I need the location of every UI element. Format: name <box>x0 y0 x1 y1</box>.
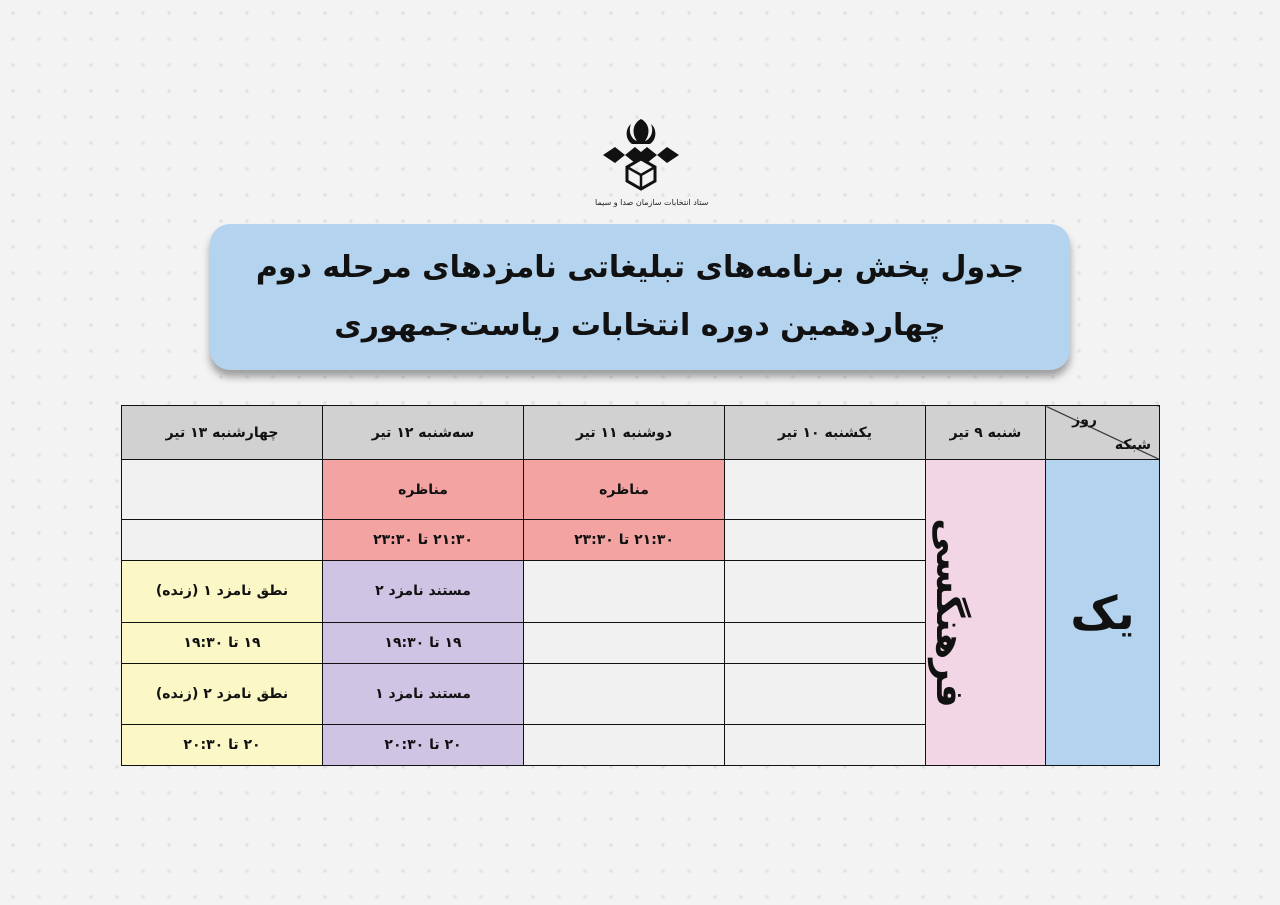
documentary-1-time: ۲۰ تا ۲۰:۳۰ <box>323 724 524 765</box>
empty-cell <box>725 663 926 724</box>
empty-cell <box>725 724 926 765</box>
table-header-row <box>122 406 1160 460</box>
debate-cell-tue: مناظره <box>323 460 524 520</box>
empty-cell <box>524 622 725 663</box>
debate-cell-mon: مناظره <box>524 460 725 520</box>
speech-1-cell: نطق نامزد ۱ (زنده) <box>122 561 323 622</box>
debate-time-tue: ۲۱:۳۰ تا ۲۳:۳۰ <box>323 520 524 561</box>
title-line-2: چهاردهمین دوره انتخابات ریاست‌جمهوری <box>334 308 946 343</box>
day-header-mon: دوشنبه ۱۱ تیر <box>524 406 725 460</box>
empty-cell <box>725 460 926 520</box>
logo-caption: ستاد انتخابات سازمان صدا و سیما <box>595 198 709 207</box>
corner-network-label: شبکه <box>1114 437 1151 454</box>
speech-1-time: ۱۹ تا ۱۹:۳۰ <box>122 622 323 663</box>
empty-cell <box>524 724 725 765</box>
speech-2-time: ۲۰ تا ۲۰:۳۰ <box>122 724 323 765</box>
debate-time-mon: ۲۱:۳۰ تا ۲۳:۳۰ <box>524 520 725 561</box>
empty-cell <box>122 460 323 520</box>
documentary-1-cell: مستند نامزد ۱ <box>323 663 524 724</box>
title-banner <box>210 224 1070 370</box>
saturday-status-text: فرهنگسی <box>928 517 973 708</box>
network-name: یک <box>1070 585 1135 640</box>
title-line-1: جدول پخش برنامه‌های تبلیغاتی نامزدهای مرحله دوم <box>255 250 1025 285</box>
broadcast-schedule-table <box>121 405 1160 766</box>
day-header-sat: شنبه ۹ تیر <box>926 406 1046 460</box>
empty-cell <box>524 663 725 724</box>
day-header-sun: یکشنبه ۱۰ تیر <box>725 406 926 460</box>
empty-cell <box>725 520 926 561</box>
irib-election-logo <box>595 115 709 215</box>
irib-emblem-icon <box>599 115 683 197</box>
documentary-2-time: ۱۹ تا ۱۹:۳۰ <box>323 622 524 663</box>
documentary-2-cell: مستند نامزد ۲ <box>323 561 524 622</box>
corner-header <box>1046 406 1160 460</box>
speech-2-cell: نطق نامزد ۲ (زنده) <box>122 663 323 724</box>
empty-cell <box>122 520 323 561</box>
saturday-status-cell <box>926 460 1046 766</box>
empty-cell <box>524 561 725 622</box>
corner-day-label: روز <box>1072 412 1097 428</box>
empty-cell <box>725 622 926 663</box>
network-cell <box>1046 460 1160 766</box>
day-header-tue: سه‌شنبه ۱۲ تیر <box>323 406 524 460</box>
day-header-wed: چهارشنبه ۱۳ تیر <box>122 406 323 460</box>
table-row <box>122 460 1160 520</box>
empty-cell <box>725 561 926 622</box>
